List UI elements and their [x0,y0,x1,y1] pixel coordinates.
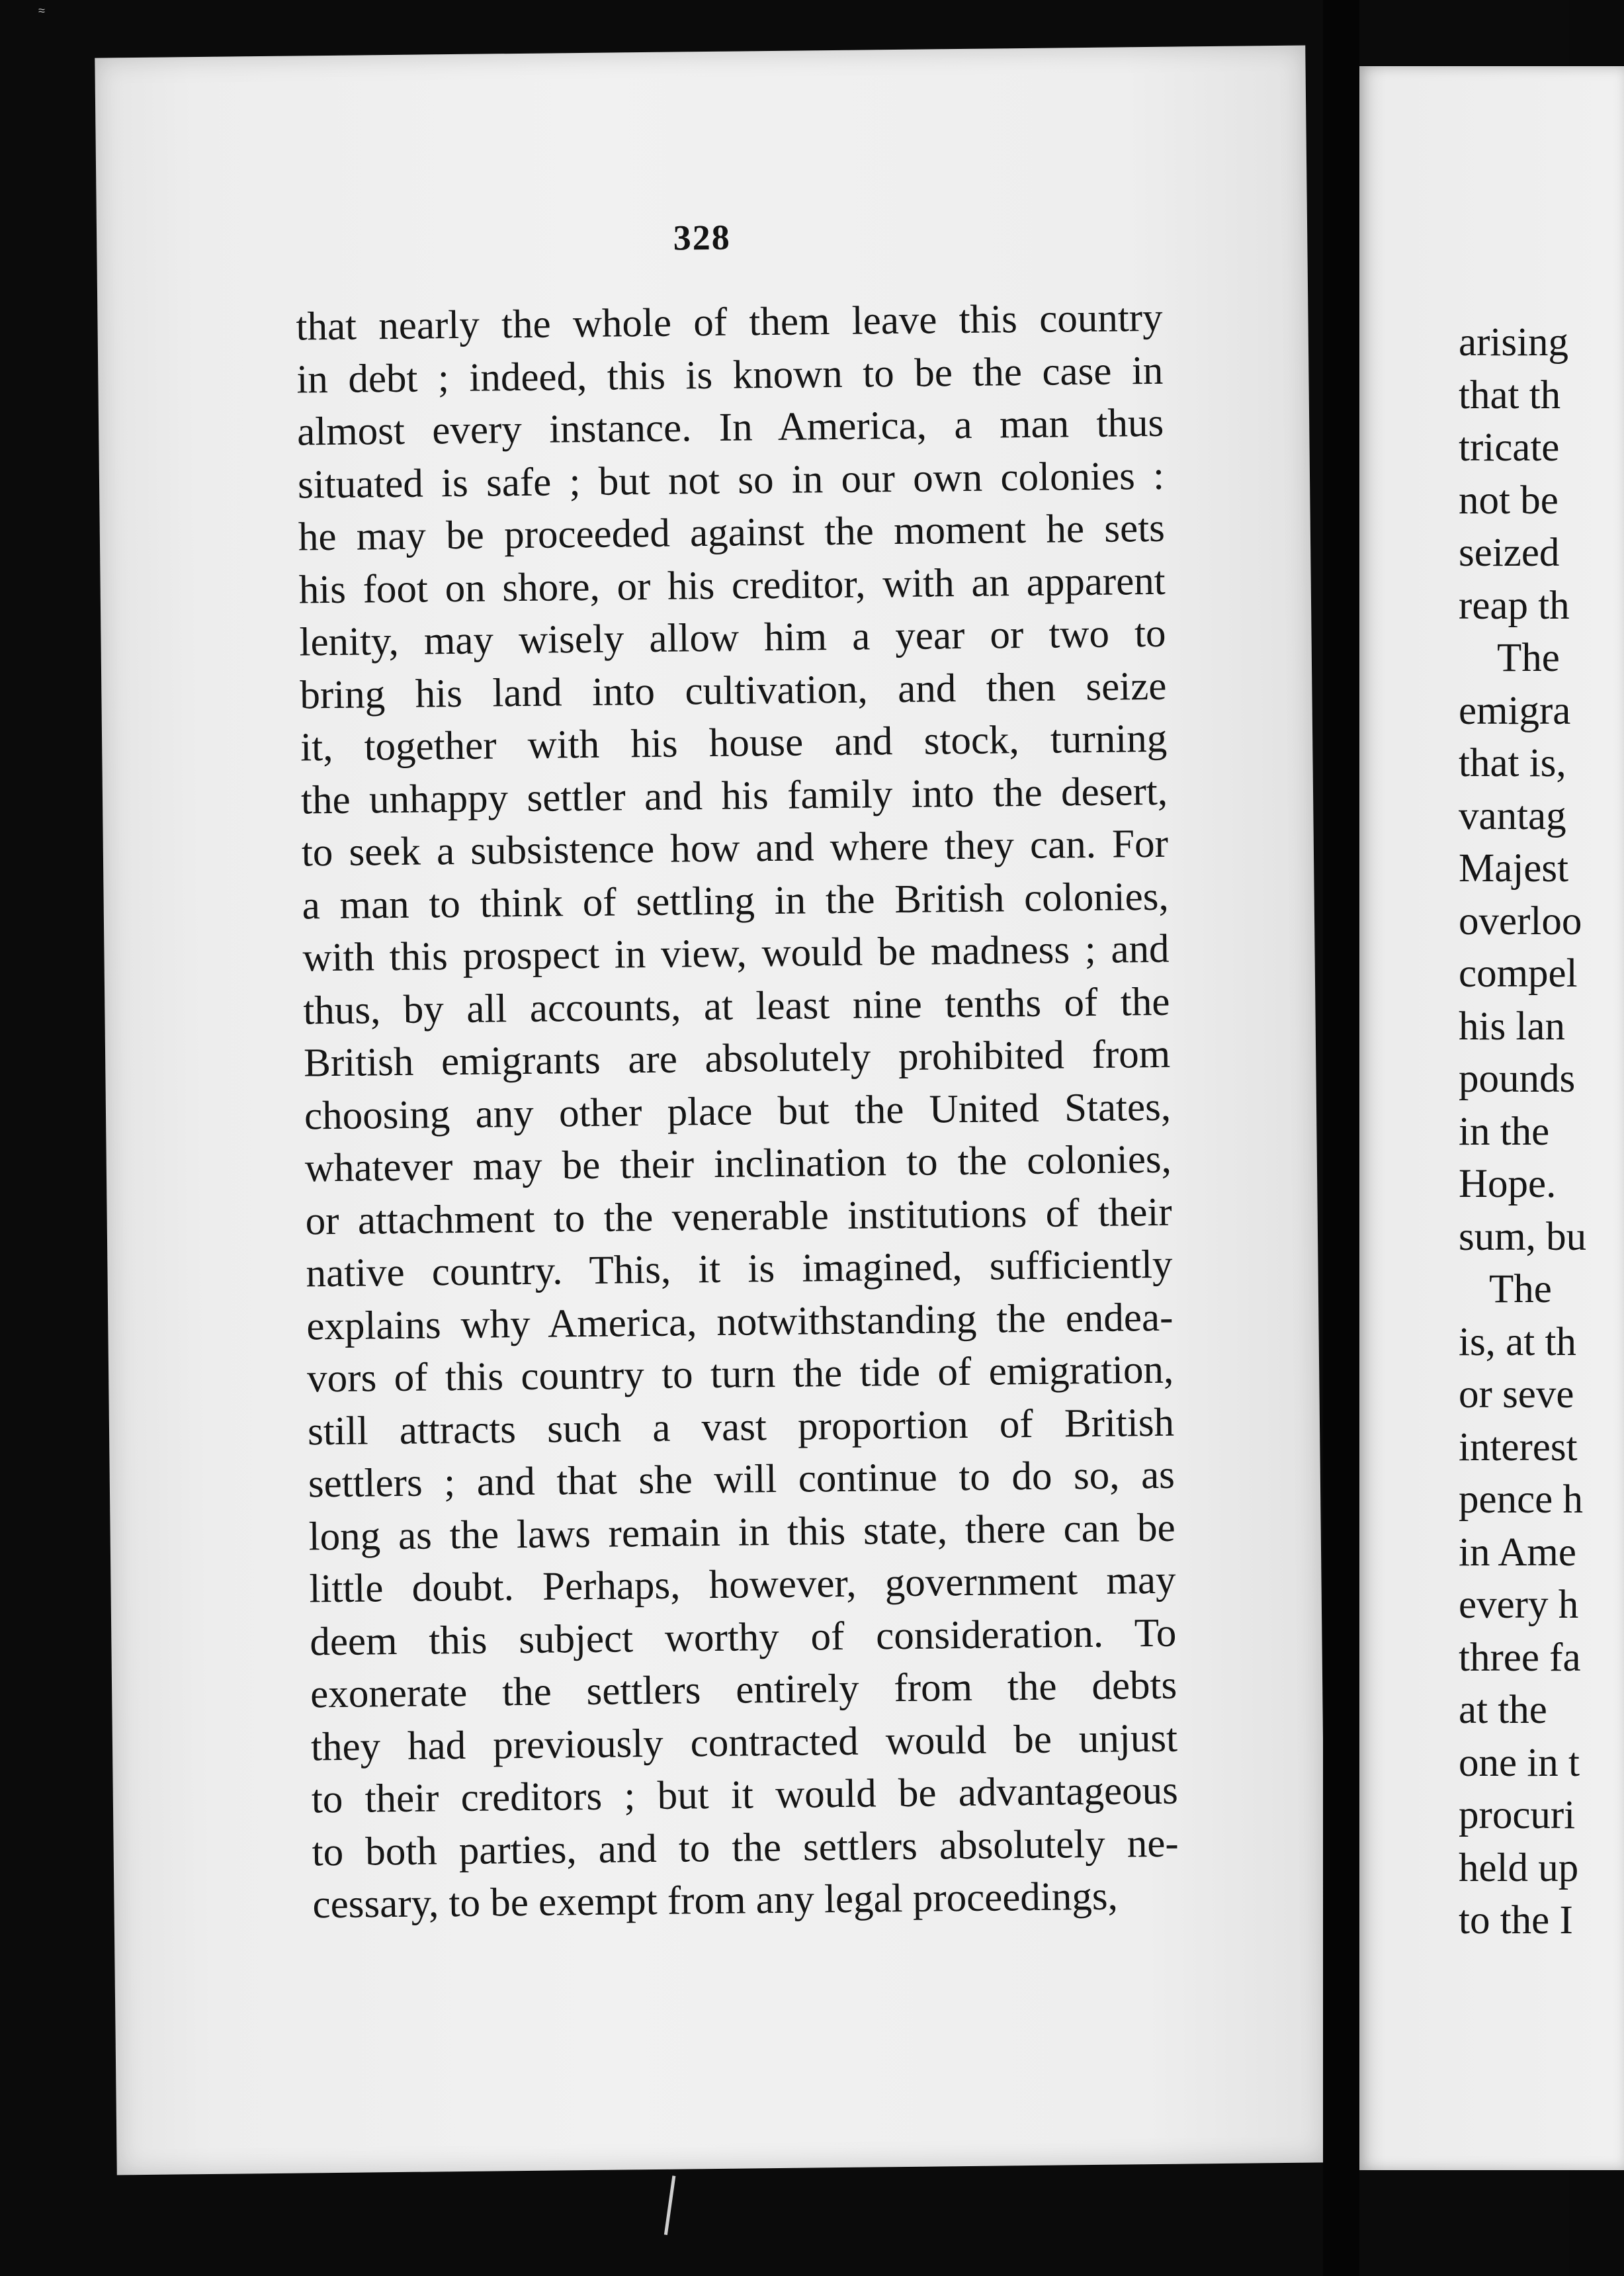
text-line: Majest [1459,846,1569,891]
text-line: to the I [1459,1898,1573,1943]
text-line: or attachment to the venerable institutions of their [305,1190,1172,1243]
text-line: seized [1459,531,1560,575]
text-line: reap th [1459,583,1570,628]
text-line: vantag [1459,793,1566,838]
text-line: little doubt. Perhaps, however, government may [309,1557,1176,1612]
text-line: The [1497,636,1560,680]
text-line: is, at th [1459,1319,1576,1364]
text-line: one in t [1459,1740,1580,1785]
text-line: arising [1459,320,1569,365]
text-line: his lan [1459,1004,1565,1049]
text-line: sum, bu [1459,1214,1587,1259]
text-line: pounds [1459,1057,1576,1101]
scan-corner-mark: ≈ [38,4,45,17]
right-page-partial [1359,66,1624,2170]
text-line: it, together with his house and stock, turning [300,716,1168,770]
page-number: 328 [673,217,731,258]
text-line: pence h [1459,1477,1583,1522]
text-line: vors of this country to turn the tide of emigration, [306,1347,1174,1401]
text-line: Hope. [1459,1162,1557,1206]
text-line: with this prospect in view, would be madness ; and [302,926,1170,981]
text-line: situated is safe ; but not so in our own colonies : [297,453,1165,507]
left-page [95,46,1327,2175]
book-gutter [1323,0,1359,2276]
text-line: almost every instance. In America, a man thus [296,400,1164,455]
text-line: they had previously contracted would be unjust [310,1716,1178,1769]
text-line: he may be proceeded against the moment he sets [298,505,1166,560]
text-line: held up [1459,1845,1579,1890]
text-line: bring his land into cultivation, and then seize [300,664,1167,717]
text-line: exonerate the settlers entirely from the debts [310,1663,1177,1717]
text-line: interest [1459,1424,1578,1469]
text-line: emigra [1459,688,1571,733]
text-line: cessary, to be exempt from any legal proceedings, [312,1874,1119,1927]
text-line: that th [1459,372,1561,417]
text-line: long as the laws remain in this state, there can be [308,1505,1175,1559]
text-line: still attracts such a vast proportion of British [307,1400,1175,1454]
text-line: The [1489,1267,1552,1311]
text-line: or seve [1459,1372,1574,1417]
text-line: British emigrants are absolutely prohibited from [303,1031,1171,1086]
scan-scratch-mark [664,2175,693,2237]
text-line: thus, by all accounts, at least nine tenths of the [303,979,1170,1033]
text-line: explains why America, notwithstanding the endea- [306,1295,1174,1348]
text-line: at the [1459,1688,1547,1732]
text-line: overloo [1459,898,1582,943]
text-line: whatever may be their inclination to the colonies, [304,1137,1172,1191]
text-line: that nearly the whole of them leave this country [296,295,1163,349]
text-line: deem this subject worthy of consideration. To [310,1610,1177,1664]
text-line: that is, [1459,741,1566,785]
text-line: to their creditors ; but it would be advantageous [311,1768,1179,1822]
text-line: his foot on shore, or his creditor, with an apparent [298,558,1166,612]
text-line: settlers ; and that she will continue to do so, as [308,1452,1175,1507]
text-line: choosing any other place but the United States, [304,1084,1172,1138]
text-line: procuri [1459,1793,1576,1837]
text-line: lenity, may wisely allow him a year or two to [299,611,1166,665]
text-line: in Ame [1459,1530,1576,1575]
text-line: every h [1459,1583,1579,1627]
text-line: in the [1459,1109,1550,1154]
text-line: tricate [1459,425,1560,470]
left-page-body [296,292,1179,1931]
text-line: native country. This, it is imagined, sufficiently [306,1242,1173,1296]
text-line: compel [1459,951,1578,996]
text-line: to both parties, and to the settlers absolutely ne- [312,1821,1179,1874]
text-line: three fa [1459,1635,1581,1680]
text-line: a man to think of settling in the British colonies, [302,874,1170,928]
text-line: to seek a subsistence how and where they can. For [301,821,1169,875]
text-line: not be [1459,478,1559,523]
text-line: in debt ; indeed, this is known to be the case in [296,348,1164,402]
right-page-body [1459,316,1586,1947]
text-line: the unhappy settler and his family into the desert, [300,769,1168,822]
